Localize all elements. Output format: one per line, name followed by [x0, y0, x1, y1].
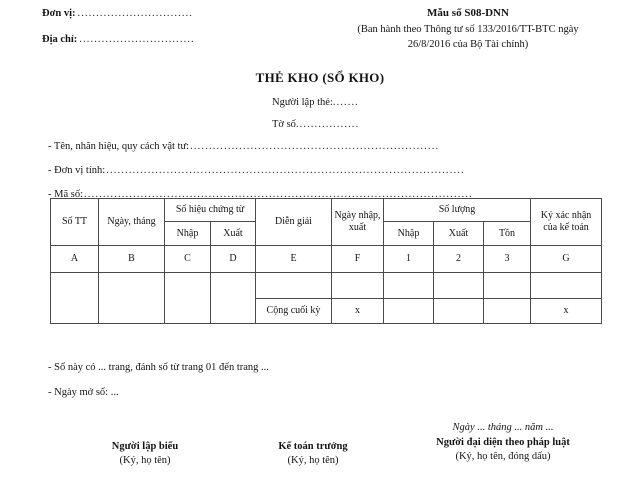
- data-cell-so-hieu-nhap[interactable]: [165, 273, 211, 324]
- signature-block-legal-representative: [388, 421, 618, 465]
- address-label: Địa chỉ:: [42, 34, 78, 46]
- total-cell-sl-ton[interactable]: [484, 299, 531, 324]
- page-title: THẺ KHO (SỔ KHO): [255, 70, 385, 85]
- item-description-fields: [0, 141, 640, 200]
- sheet-number-row: [272, 119, 640, 130]
- col-header-so-luong: Số lượng: [384, 199, 531, 222]
- code-cell-e: E: [256, 246, 332, 273]
- code-cell-2: 2: [434, 246, 484, 273]
- data-cell-ngay-thang[interactable]: [99, 273, 165, 324]
- field-label-unit: - Đơn vị tính:: [48, 165, 106, 177]
- signature-date-line[interactable]: Ngày ... tháng ... năm ...: [452, 422, 554, 433]
- field-row-unit: [48, 165, 640, 176]
- stock-card-table: [50, 198, 602, 324]
- col-header-sl-ton: Tồn: [484, 222, 531, 246]
- form-code: Mẫu số S08-DNN: [427, 7, 509, 19]
- field-input-code[interactable]: .......................................................................................................: [84, 189, 473, 201]
- sheet-number-dotted-field[interactable]: .................: [295, 119, 360, 131]
- signature-section: [0, 418, 640, 476]
- address-row: [42, 34, 292, 46]
- document-notes: [48, 362, 269, 412]
- signature-block-chief-accountant: [238, 440, 388, 468]
- code-cell-3: 3: [484, 246, 531, 273]
- col-header-so-hieu-chung-tu: Số hiệu chứng từ: [165, 199, 256, 222]
- col-header-sl-nhap: Nhập: [384, 222, 434, 246]
- organization-row: [42, 8, 292, 20]
- note-open-date: - Ngày mở sổ: ...: [48, 387, 119, 398]
- field-input-unit[interactable]: ...............................................................................................: [106, 165, 465, 177]
- code-cell-1: 1: [384, 246, 434, 273]
- total-cell-sl-nhap[interactable]: [384, 299, 434, 324]
- organization-label: Đơn vị:: [42, 8, 76, 19]
- col-header-ngay-thang: Ngày, tháng: [99, 199, 165, 246]
- col-header-sl-xuat: Xuất: [434, 222, 484, 246]
- code-cell-f: F: [332, 246, 384, 273]
- maker-label: Người lập thẻ:: [272, 97, 333, 108]
- data-cell-sl-ton[interactable]: [484, 273, 531, 299]
- note-page-count: - Sổ này có ... trang, đánh số từ trang 01 đến trang ...: [48, 362, 269, 373]
- signature-role-legal-representative: Người đại diện theo pháp luật: [436, 437, 570, 449]
- col-header-dien-giai: Diễn giải: [256, 199, 332, 246]
- col-header-so-hieu-xuat: Xuất: [211, 222, 256, 246]
- form-identification: [318, 6, 618, 52]
- organization-block: [42, 8, 292, 60]
- table-row-empty: [51, 273, 602, 299]
- field-input-name[interactable]: ..................................................................: [190, 141, 440, 153]
- total-cell-sl-xuat[interactable]: [434, 299, 484, 324]
- signature-note-chief-accountant: (Ký, họ tên): [287, 455, 339, 467]
- field-label-code: - Mã số:: [48, 189, 83, 201]
- signature-note-legal-representative: (Ký, họ tên, đóng dấu): [455, 451, 551, 463]
- data-cell-ky-xac-nhan[interactable]: [531, 273, 602, 299]
- signature-note-preparer: (Ký, họ tên): [119, 455, 171, 467]
- sheet-number-label: Tờ số: [272, 119, 296, 131]
- address-dotted-field[interactable]: ...............................: [79, 34, 195, 46]
- col-header-ngay-nhap-xuat: Ngày nhập, xuất: [332, 199, 384, 246]
- code-cell-g: G: [531, 246, 602, 273]
- maker-row: [272, 97, 640, 108]
- col-header-ky-xac-nhan: Ký xác nhận của kế toán: [531, 199, 602, 246]
- data-cell-sl-nhap[interactable]: [384, 273, 434, 299]
- data-cell-so-hieu-xuat[interactable]: [211, 273, 256, 324]
- document-header: [0, 0, 640, 62]
- organization-dotted-field[interactable]: ...............................: [77, 8, 194, 19]
- data-cell-so-tt[interactable]: [51, 273, 99, 324]
- field-label-name: - Tên, nhãn hiệu, quy cách vật tư:: [48, 141, 190, 153]
- signature-block-preparer: [70, 440, 220, 468]
- total-cell-ky-xac-nhan: x: [531, 299, 602, 324]
- total-label-cell: Cộng cuối kỳ: [256, 299, 332, 324]
- maker-dotted-field[interactable]: .......: [332, 97, 359, 108]
- data-cell-sl-xuat[interactable]: [434, 273, 484, 299]
- code-cell-a: A: [51, 246, 99, 273]
- code-cell-b: B: [99, 246, 165, 273]
- field-row-name: [48, 141, 640, 152]
- code-cell-d: D: [211, 246, 256, 273]
- total-cell-ngay-nhap-xuat: x: [332, 299, 384, 324]
- form-reference-line-2: 26/8/2016 của Bộ Tài chính): [407, 39, 529, 51]
- data-cell-ngay-nhap-xuat[interactable]: [332, 273, 384, 299]
- col-header-so-hieu-nhap: Nhập: [165, 222, 211, 246]
- col-header-so-tt: Số TT: [51, 199, 99, 246]
- maker-block: [0, 97, 640, 130]
- form-reference-line-1: (Ban hành theo Thông tư số 133/2016/TT-BTC ngày: [357, 23, 579, 35]
- signature-role-chief-accountant: Kế toán trưởng: [278, 441, 348, 452]
- stock-card-table-container: [50, 198, 601, 324]
- code-cell-c: C: [165, 246, 211, 273]
- table-row-column-codes: [51, 246, 602, 273]
- table-header-row-main: [51, 199, 602, 222]
- data-cell-dien-giai[interactable]: [256, 273, 332, 299]
- signature-role-preparer: Người lập biểu: [111, 441, 179, 452]
